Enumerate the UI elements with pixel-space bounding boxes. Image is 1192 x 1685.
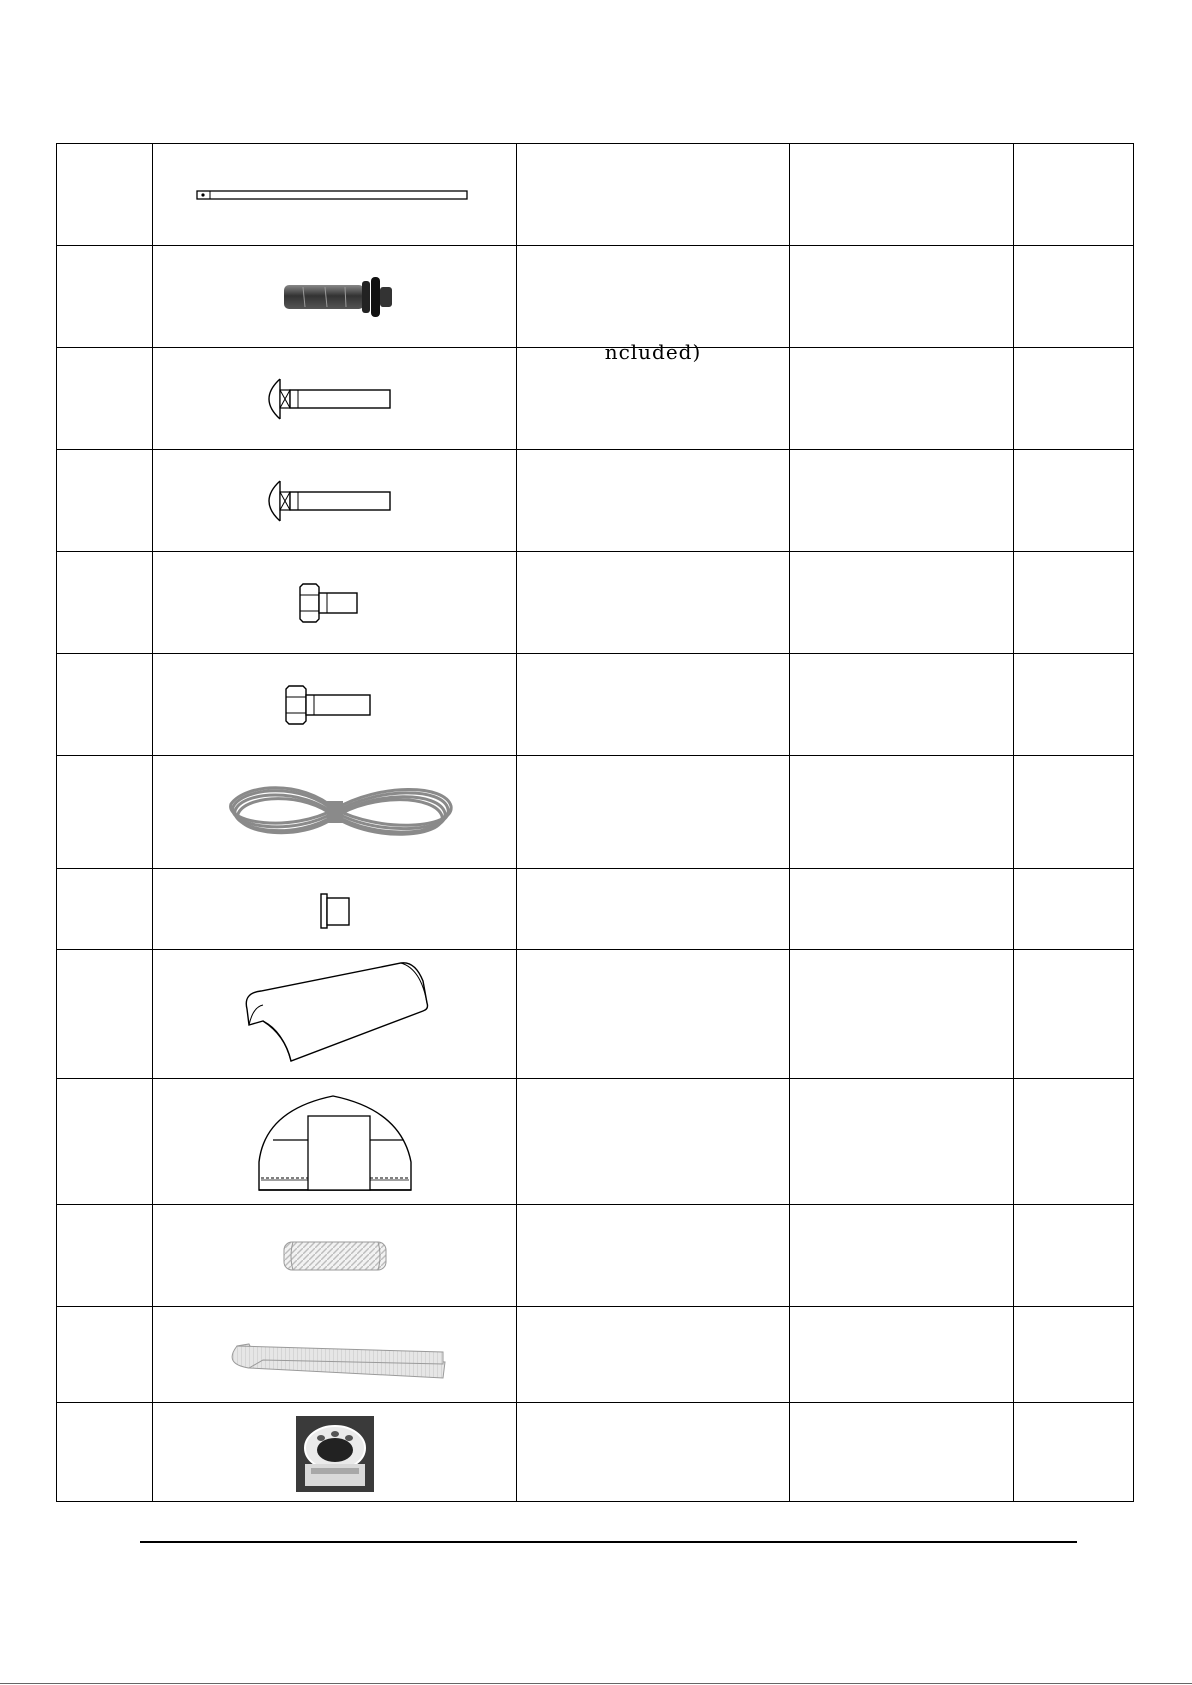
part-number-cell [57, 1403, 153, 1502]
table-row [57, 144, 1134, 246]
table-row [57, 654, 1134, 756]
end-cap-icon [153, 870, 517, 948]
part-spec-cell [790, 552, 1014, 654]
part-description-cell [517, 1307, 790, 1403]
strap-icon [153, 1308, 517, 1402]
part-qty-cell [1014, 246, 1134, 348]
parts-list-table [56, 143, 1134, 1502]
part-qty-cell [1014, 756, 1134, 869]
part-qty-cell [1014, 450, 1134, 552]
hex-bolt-icon [153, 655, 517, 755]
part-number-cell [57, 348, 153, 450]
rope-bundle-icon [153, 757, 517, 867]
part-qty-cell [1014, 950, 1134, 1079]
part-number-cell [57, 1079, 153, 1205]
part-description-cell [517, 552, 790, 654]
part-spec-cell [790, 1307, 1014, 1403]
part-spec-cell [790, 654, 1014, 756]
part-spec-cell [790, 950, 1014, 1079]
table-row [57, 1079, 1134, 1205]
part-spec-cell [790, 756, 1014, 869]
table-row [57, 246, 1134, 348]
part-number-cell [57, 552, 153, 654]
part-number-cell [57, 1205, 153, 1307]
part-image-cell [153, 869, 517, 950]
part-description-cell [517, 950, 790, 1079]
table-row [57, 1307, 1134, 1403]
table-row [57, 1205, 1134, 1307]
part-qty-cell [1014, 552, 1134, 654]
part-image-cell [153, 450, 517, 552]
part-number-cell [57, 950, 153, 1079]
part-qty-cell [1014, 869, 1134, 950]
part-image-cell [153, 552, 517, 654]
part-qty-cell [1014, 654, 1134, 756]
part-image-cell [153, 950, 517, 1079]
part-qty-cell [1014, 144, 1134, 246]
rope-coil-icon [153, 1206, 517, 1306]
part-image-cell [153, 1307, 517, 1403]
part-description-cell [517, 1403, 790, 1502]
hex-bolt-short-icon [153, 553, 517, 653]
part-description-cell [517, 144, 790, 246]
part-description-cell [517, 756, 790, 869]
part-image-cell [153, 1403, 517, 1502]
part-qty-cell [1014, 1307, 1134, 1403]
table-row [57, 450, 1134, 552]
part-description-cell [517, 1079, 790, 1205]
part-description-cell [517, 450, 790, 552]
part-qty-cell [1014, 1205, 1134, 1307]
part-image-cell [153, 654, 517, 756]
part-image-cell [153, 144, 517, 246]
part-number-cell [57, 1307, 153, 1403]
part-image-cell [153, 348, 517, 450]
part-description-cell [517, 869, 790, 950]
table-row [57, 1403, 1134, 1502]
part-qty-cell [1014, 348, 1134, 450]
part-number-cell [57, 450, 153, 552]
part-image-cell [153, 1079, 517, 1205]
part-description-cell [517, 246, 790, 364]
part-spec-cell [790, 348, 1014, 450]
part-qty-cell [1014, 1403, 1134, 1502]
table-row [57, 552, 1134, 654]
steel-rod-icon [153, 145, 517, 245]
part-number-cell [57, 756, 153, 869]
table-row [57, 869, 1134, 950]
part-spec-cell [790, 1205, 1014, 1307]
part-spec-cell [790, 869, 1014, 950]
part-number-cell [57, 654, 153, 756]
part-qty-cell [1014, 1079, 1134, 1205]
carriage-bolt-long-icon [153, 349, 517, 449]
end-wall-with-door-icon [153, 1080, 517, 1204]
part-image-cell [153, 756, 517, 869]
roof-cover-icon [153, 951, 517, 1077]
part-spec-cell [790, 246, 1014, 348]
clipped-description-text: ncluded) [604, 340, 702, 364]
expansion-anchor-bolt-icon [153, 247, 517, 347]
part-image-cell [153, 1205, 517, 1307]
part-spec-cell [790, 1403, 1014, 1502]
page-bottom-edge [0, 1683, 1192, 1684]
table-row [57, 950, 1134, 1079]
part-image-cell [153, 246, 517, 348]
tape-roll-icon [153, 1404, 517, 1500]
part-number-cell [57, 869, 153, 950]
part-description-cell [517, 654, 790, 756]
part-spec-cell [790, 144, 1014, 246]
part-spec-cell [790, 1079, 1014, 1205]
carriage-bolt-icon [153, 451, 517, 551]
footer-divider [140, 1541, 1077, 1543]
table-row [57, 756, 1134, 869]
part-spec-cell [790, 450, 1014, 552]
part-number-cell [57, 144, 153, 246]
part-number-cell [57, 246, 153, 348]
part-description-cell [517, 1205, 790, 1307]
